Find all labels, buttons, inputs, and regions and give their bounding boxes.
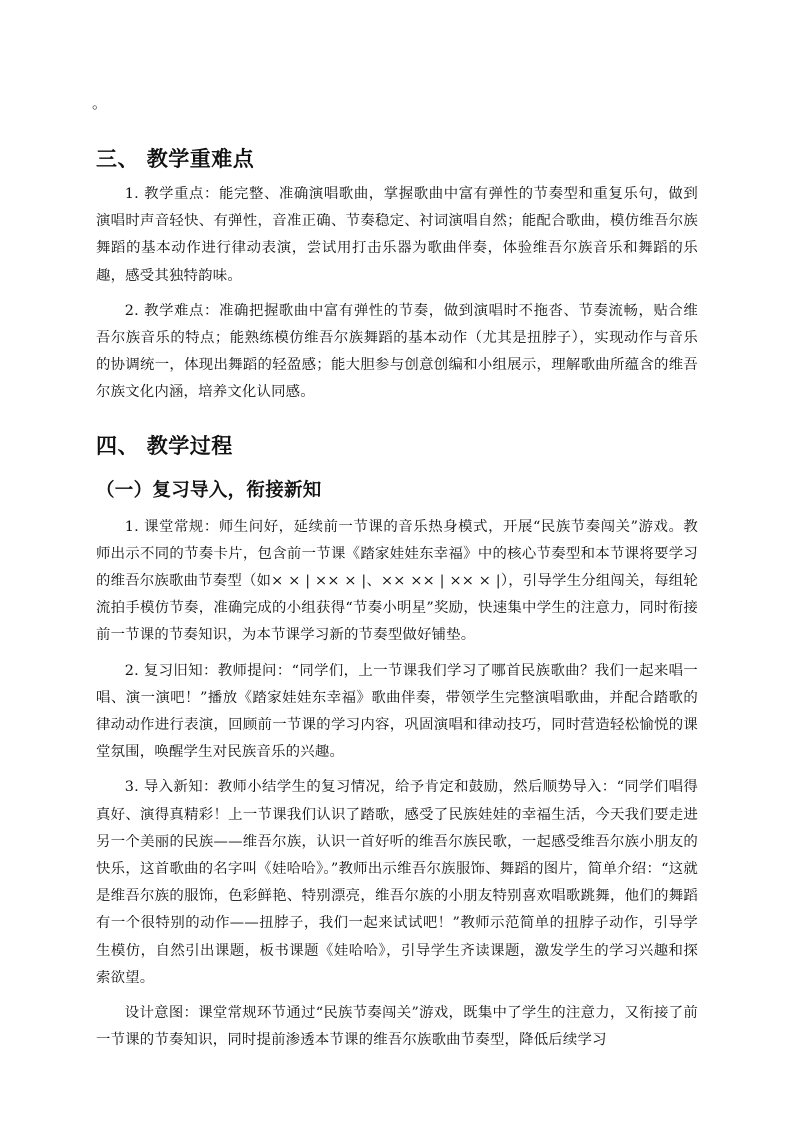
subsection-1-paragraph-1: 1. 课堂常规：师生问好，延续前一节课的音乐热身模式，开展“民族节奏闯关”游戏。教师出示不同的节奏卡片，包含前一节课《踏家娃娃东幸福》中的核心节奏型和本节课将要学习的维吾尔族歌曲节奏型（如× × | ×× × |、×× ×× | ×× × |），引导学生分组闯关，每组轮流拍手模仿节奏，准确完成的小组获得“节奏小明星”奖励，快速集中学生的注意力，同时衔接前一节课的节奏知识，为本节课学习新的节奏型做好铺垫。 — [96, 518, 698, 644]
design-intent-paragraph: 设计意图：课堂常规环节通过“民族节奏闯关”游戏，既集中了学生的注意力，又衔接了前一节课的节奏知识，同时提前渗透本节课的维吾尔族歌曲节奏型，降低后续学习 — [96, 1005, 698, 1049]
subsection-1-paragraph-2: 2. 复习旧知：教师提问：“同学们，上一节课我们学习了哪首民族歌曲？我们一起来唱一唱、演一演吧！”播放《踏家娃娃东幸福》歌曲伴奏，带领学生完整演唱歌曲，并配合踏歌的律动动作进行表演，回顾前一节课的学习内容，巩固演唱和律动技巧，同时营造轻松愉悦的课堂氛围，唤醒学生对民族音乐的兴趣。 — [96, 662, 698, 761]
stray-punctuation: 。 — [92, 94, 108, 112]
section-3-paragraph-1: 1. 教学重点：能完整、准确演唱歌曲，掌握歌曲中富有弹性的节奏型和重复乐句，做到演唱时声音轻快、有弹性，音准正确、节奏稳定、衬词演唱自然；能配合歌曲，模仿维吾尔族舞蹈的基本动作进行律动表演，尝试用打击乐器为歌曲伴奏，体验维吾尔族音乐和舞蹈的乐趣，感受其独特韵味。 — [96, 186, 698, 284]
section-3-paragraph-2: 2. 教学难点：准确把握歌曲中富有弹性的节奏，做到演唱时不拖沓、节奏流畅，贴合维吾尔族音乐的特点；能熟练模仿维吾尔族舞蹈的基本动作（尤其是扭脖子），实现动作与音乐的协调统一，体现出舞蹈的轻盈感；能大胆参与创意创编和小组展示，理解歌曲所蕴含的维吾尔族文化内涵，培养文化认同感。 — [96, 302, 698, 401]
section-4-heading: 四、 教学过程 — [96, 433, 233, 458]
document-body — [96, 145, 698, 1054]
section-3-heading: 三、 教学重难点 — [96, 147, 255, 171]
subsection-1-paragraph-3: 3. 导入新知：教师小结学生的复习情况，给予肯定和鼓励，然后顺势导入：“同学们唱得真好、演得真精彩！上一节课我们认识了踏歌，感受了民族娃娃的幸福生活，今天我们要走进另一个美丽的民族——维吾尔族，认识一首好听的维吾尔族民歌，一起感受维吾尔族小朋友的快乐，这首歌曲的名字叫《娃哈哈》。”教师出示维吾尔族服饰、舞蹈的图片，简单介绍：“这就是维吾尔族的服饰，色彩鲜艳、特别漂亮，维吾尔族的小朋友特别喜欢唱歌跳舞，他们的舞蹈有一个很特别的动作——扭脖子，我们一起来试试吧！”教师示范简单的扭脖子动作，引导学生模仿，自然引出课题，板书课题《娃哈哈》，引导学生齐读课题，激发学生的学习兴趣和探索欲望。 — [96, 779, 698, 986]
subsection-1-heading: （一）复习导入，衔接新知 — [96, 479, 322, 501]
